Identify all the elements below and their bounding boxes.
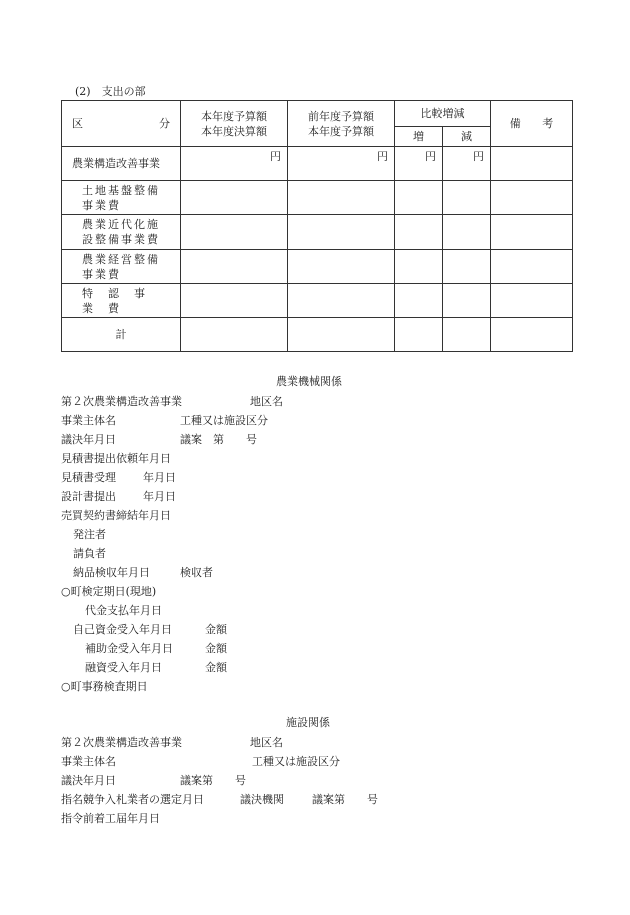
machinery-line: 事業主体名 (61, 414, 116, 427)
machinery-line: 売買契約書締結年月日 (61, 509, 171, 522)
header-decrease: 減 (443, 127, 491, 147)
header-biko: 備 考 (491, 101, 573, 147)
machinery-line: 金額 (205, 661, 227, 674)
facility-title: 施設関係 (286, 716, 330, 729)
machinery-line: 発注者 (73, 528, 106, 541)
row-label: 土地基盤整備事業費 (62, 181, 181, 215)
unit-cell: 円 (395, 147, 443, 181)
row-label-total: 計 (62, 318, 181, 352)
table-row (62, 284, 573, 318)
machinery-line: 地区名 (250, 395, 283, 408)
row-label: 農業経営整備事業費 (62, 250, 181, 284)
table-row (62, 147, 573, 181)
header-compare: 比較増減 (395, 101, 491, 127)
row-label: 特 認 事 業 費 (62, 284, 181, 318)
machinery-line: 第２次農業構造改善事業 (61, 395, 182, 408)
table-row (62, 215, 573, 250)
machinery-line: 補助金受入年月日 (85, 642, 173, 655)
facility-line: 議案第 号 (180, 774, 246, 787)
facility-line: 議決年月日 (61, 774, 116, 787)
machinery-line: 自己資金受入年月日 (73, 623, 172, 636)
facility-line: 議決機関 (240, 793, 284, 806)
section-title: (2) 支出の部 (75, 85, 146, 98)
header-increase: 増 (395, 127, 443, 147)
machinery-line: ○町事務検査期日 (61, 680, 148, 693)
header-kubun (62, 101, 181, 147)
machinery-line: 融資受入年月日 (85, 661, 162, 674)
row-label: 農業構造改善事業 (62, 147, 181, 181)
header-current-budget: 本年度予算額 本年度決算額 (181, 101, 288, 147)
machinery-line: 設計書提出 (61, 490, 116, 503)
machinery-line: 検収者 (180, 566, 213, 579)
header-previous-budget: 前年度予算額 本年度予算額 (288, 101, 395, 147)
machinery-line: 議決年月日 (61, 433, 116, 446)
machinery-line: 年月日 (143, 471, 176, 484)
header-kubun-1: 区 (72, 117, 83, 130)
machinery-line: 議案 第 号 (180, 433, 257, 446)
unit-cell: 円 (181, 147, 288, 181)
facility-line: 事業主体名 (61, 755, 116, 768)
header-kubun-2: 分 (159, 117, 170, 130)
machinery-line: ○町検定期日(現地) (61, 585, 157, 598)
facility-line: 議案第 号 (312, 793, 378, 806)
facility-line: 第２次農業構造改善事業 (61, 736, 182, 749)
machinery-line: 納品検収年月日 (73, 566, 150, 579)
facility-line: 指名競争入札業者の選定月日 (61, 793, 204, 806)
machinery-line: 金額 (205, 642, 227, 655)
machinery-line: 請負者 (73, 547, 106, 560)
facility-line: 地区名 (250, 736, 283, 749)
machinery-line: 年月日 (143, 490, 176, 503)
unit-cell: 円 (288, 147, 395, 181)
machinery-line: 見積書受理 (61, 471, 116, 484)
machinery-title: 農業機械関係 (276, 375, 342, 388)
row-label: 農業近代化施設整備事業費 (62, 215, 181, 250)
table-row (62, 318, 573, 352)
facility-line: 指令前着工届年月日 (61, 812, 160, 825)
machinery-line: 代金支払年月日 (85, 604, 162, 617)
machinery-line: 見積書提出依頼年月日 (61, 452, 171, 465)
machinery-line: 金額 (205, 623, 227, 636)
unit-cell: 円 (443, 147, 491, 181)
table-row (62, 181, 573, 215)
expenditure-table (61, 100, 573, 352)
table-row (62, 250, 573, 284)
machinery-line: 工種又は施設区分 (180, 414, 268, 427)
facility-line: 工種又は施設区分 (252, 755, 340, 768)
